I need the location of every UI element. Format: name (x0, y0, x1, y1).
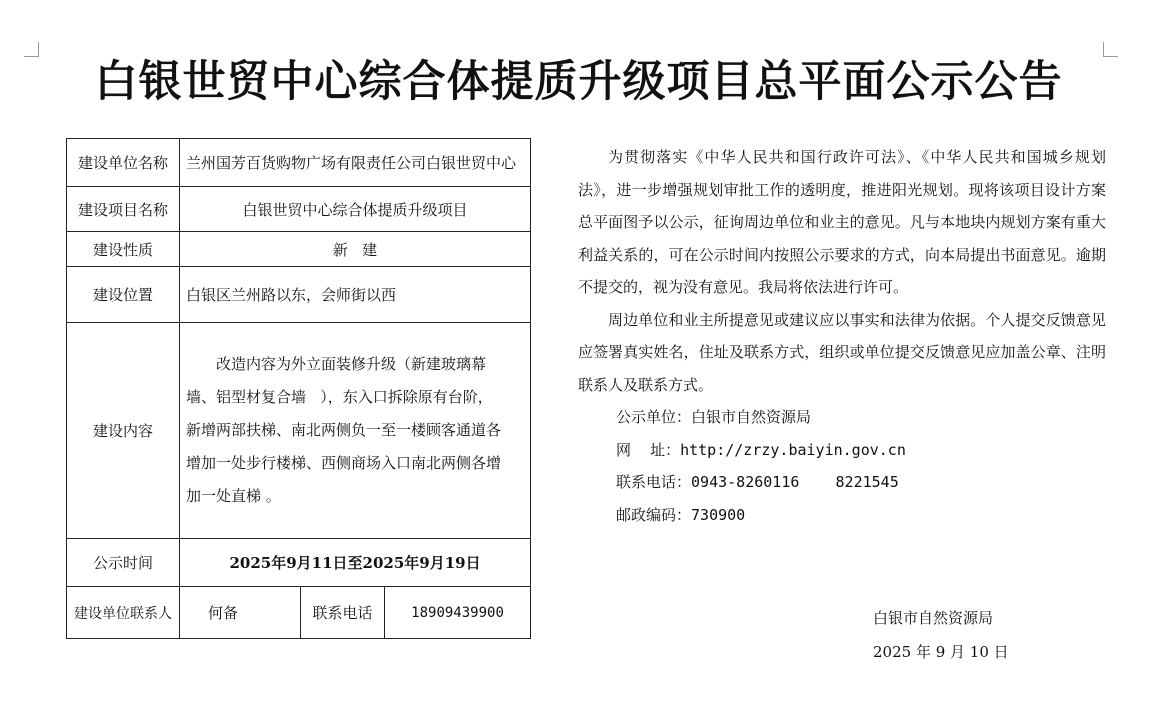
table-row (67, 539, 531, 587)
page-title: 白银世贸中心综合体提质升级项目总平面公示公告 (94, 57, 1063, 107)
signature-org: 白银市自然资源局 (873, 609, 994, 627)
table-row (67, 323, 531, 539)
contact-label: 建设单位联系人 (67, 587, 180, 639)
content-line: 加一处直梯 。 (186, 487, 281, 505)
website-label: 网 址： (616, 440, 681, 459)
contact-name: 何备 (180, 587, 301, 639)
phone-value: 18909439900 (385, 587, 531, 639)
notice-body (578, 141, 1106, 531)
phone-line (578, 466, 1106, 499)
table-row (67, 187, 531, 232)
table-row (67, 267, 531, 323)
content-line: 新增两部扶梯、南北两侧负一至一楼顾客通道各 (186, 421, 502, 439)
zip-value: 730900 (691, 505, 746, 524)
notice-paragraph-2: 周边单位和业主所提意见或建议应以事实和法律为依据。个人提交反馈意见应签署真实姓名，住址及联系方式，组织或单位提交反馈意见应加盖公章、注明联系人及联系方式。 (578, 310, 1106, 394)
notice-paragraph-1: 为贯彻落实《中华人民共和国行政许可法》、《中华人民共和国城乡规划法》，进一步增强规划审批工作的透明度，推进阳光规划。现将该项目设计方案总平面图予以公示，征询周边单位和业主的意见。凡与本地块内规划方案有重大利益关系的，可在公示时间内按照公示要求的方式，向本局提出书面意见。逾期不提交的，视为没有意见。我局将依法进行许可。 (578, 148, 1106, 296)
table-row (67, 139, 531, 187)
website-line (578, 434, 1106, 467)
content-line: 改造内容为外立面装修升级（新建玻璃幕 (216, 355, 487, 373)
zip-label: 邮政编码： (616, 505, 692, 524)
project-info-table (66, 138, 531, 639)
zip-line (578, 499, 1106, 532)
nature-value: 新 建 (180, 232, 531, 267)
notice-phone-value: 0943-8260116 8221545 (691, 473, 899, 491)
publish-unit-label: 公示单位： (616, 408, 692, 426)
website-link[interactable]: http://zrzy.baiyin.gov.cn (680, 440, 906, 459)
nature-label: 建设性质 (67, 232, 180, 267)
content-label: 建设内容 (67, 323, 180, 539)
time-value: 2025年9月11日至2025年9月19日 (180, 539, 531, 587)
signature-block (873, 601, 1009, 669)
table-row (67, 587, 531, 639)
unit-value: 兰州国芳百货购物广场有限责任公司白银世贸中心 (180, 139, 531, 187)
content-line: 墙、铝型材复合墙 ），东入口拆除原有台阶， (186, 388, 493, 406)
table-row (67, 232, 531, 267)
notice-phone-label: 联系电话： (616, 473, 692, 491)
location-value: 白银区兰州路以东，会师街以西 (180, 267, 531, 323)
time-label: 公示时间 (67, 539, 180, 587)
publish-unit-line (578, 401, 1106, 434)
content-line: 增加一处步行楼梯、西侧商场入口南北两侧各增 (186, 454, 502, 472)
location-label: 建设位置 (67, 267, 180, 323)
project-value: 白银世贸中心综合体提质升级项目 (180, 187, 531, 232)
publish-unit-value: 白银市自然资源局 (691, 408, 812, 426)
phone-label: 联系电话 (301, 587, 385, 639)
content-value (180, 323, 531, 539)
signature-date: 2025 年 9 月 10 日 (873, 643, 1009, 661)
project-label: 建设项目名称 (67, 187, 180, 232)
unit-label: 建设单位名称 (67, 139, 180, 187)
